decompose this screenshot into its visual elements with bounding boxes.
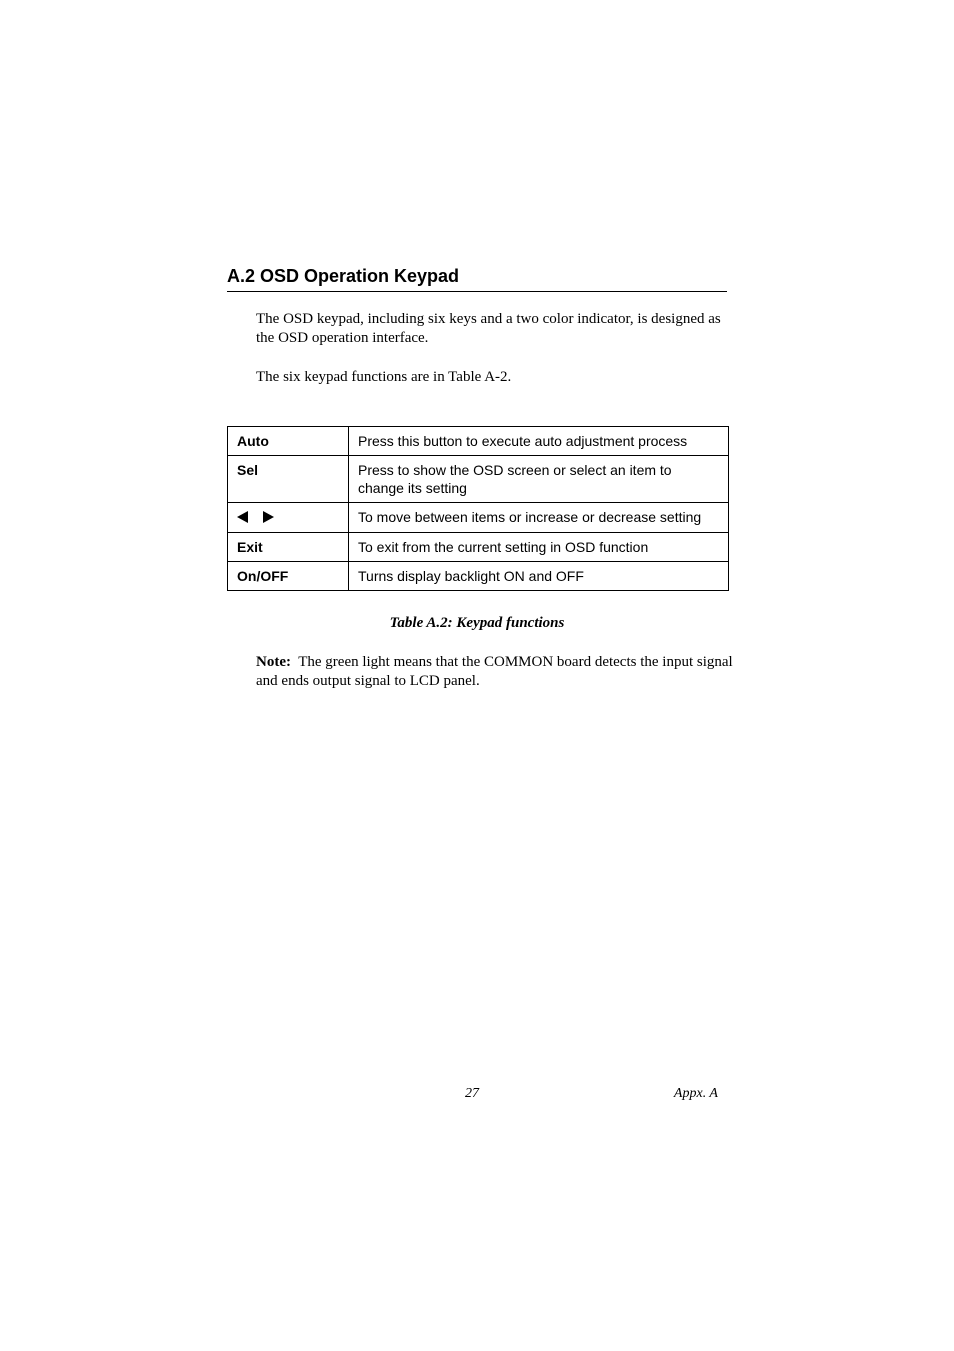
table-row — [228, 456, 729, 503]
table-row — [228, 503, 729, 533]
key-name: Exit — [228, 533, 349, 562]
key-name: On/OFF — [228, 562, 349, 591]
note-label: Note: — [256, 654, 291, 670]
table-reference-paragraph: The six keypad functions are in Table A-2. — [256, 369, 512, 385]
note-text: The green light means that the COMMON board detects the input signal and ends output signal to LCD panel. — [256, 654, 733, 689]
key-arrows-cell — [228, 503, 349, 533]
intro-paragraph: The OSD keypad, including six keys and a two color indicator, is designed as the OSD operation interface. — [256, 311, 721, 346]
table-caption: Table A.2: Keypad functions — [389, 615, 565, 631]
key-description: Press this button to execute auto adjustment process — [349, 427, 729, 456]
key-description: Turns display backlight ON and OFF — [349, 562, 729, 591]
table-row — [228, 427, 729, 456]
table-row — [228, 533, 729, 562]
keypad-functions-table — [227, 426, 729, 591]
key-description: To move between items or increase or decrease setting — [349, 503, 729, 533]
key-description: To exit from the current setting in OSD function — [349, 533, 729, 562]
section-reference: Appx. A — [673, 1086, 718, 1101]
key-name: Auto — [228, 427, 349, 456]
key-description: Press to show the OSD screen or select an item to change its setting — [349, 456, 729, 503]
table-row — [228, 562, 729, 591]
left-triangle-icon — [237, 511, 248, 523]
right-triangle-icon — [263, 511, 274, 523]
note-paragraph — [256, 653, 736, 691]
key-name: Sel — [228, 456, 349, 503]
arrow-keys — [237, 508, 274, 526]
section-title: A.2 OSD Operation Keypad — [227, 264, 727, 292]
page-number: 27 — [465, 1086, 479, 1101]
